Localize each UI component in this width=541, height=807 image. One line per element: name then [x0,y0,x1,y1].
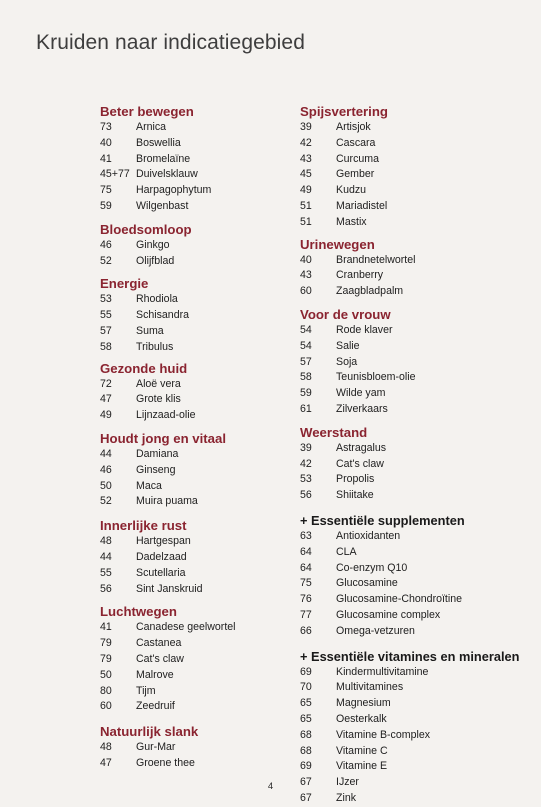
page-reference: 53 [100,293,112,306]
list-item [300,355,535,371]
section-title: + Essentiële vitamines en mineralen [300,648,520,664]
section-gezonde-huid [100,360,290,424]
section-title: Gezonde huid [100,360,188,376]
list-item [300,215,535,231]
item-name: Bromelaïne [136,152,191,165]
page-reference: 47 [100,393,112,406]
item-name: Canadese geelwortel [136,621,236,634]
item-name: Glucosamine-Chondroïtine [336,593,463,606]
page-reference: 45 [300,168,312,181]
item-name: Maca [136,479,162,492]
item-name: Cat's claw [336,457,384,470]
page-reference: 72 [100,377,112,390]
list-item [300,712,535,728]
section-title: Houdt jong en vitaal [100,430,227,446]
list-item [100,392,290,408]
page-reference: 49 [300,184,312,197]
page-reference: 40 [100,136,112,149]
list-item [300,680,535,696]
page-reference: 70 [300,681,312,694]
page-reference: 55 [100,566,112,579]
page-reference: 44 [100,550,112,563]
page-reference: 56 [100,582,112,595]
section-title: Beter bewegen [100,104,194,119]
item-name: Duivelsklauw [136,168,198,181]
item-name: Propolis [336,473,375,486]
page-reference: 48 [100,741,112,754]
item-name: Antioxidanten [336,529,401,542]
page-reference: 69 [300,760,312,773]
list-item [300,323,535,339]
page-reference: 63 [300,529,312,542]
page-reference: 56 [300,489,312,502]
item-name: Zeedruif [136,700,175,713]
list-item [300,791,535,807]
page-reference: 67 [300,776,312,789]
list-item [300,253,535,269]
item-name: Omega-vetzuren [336,624,415,637]
list-item [100,136,290,152]
section-title: Innerlijke rust [100,518,187,534]
item-name: Zink [336,791,357,804]
section-title: Bloedsomloop [100,221,192,237]
page-reference: 52 [100,495,112,508]
item-name: Mariadistel [336,199,388,212]
page-reference: 41 [100,621,112,634]
list-item [300,488,535,504]
list-item [100,183,290,199]
section-title: Urinewegen [300,236,375,252]
list-item [300,339,535,355]
list-item [100,479,290,495]
list-item [300,284,535,300]
page-reference: 49 [100,409,112,422]
item-name: Boswellia [136,136,181,149]
list-item [300,152,535,168]
list-item [100,408,290,424]
list-item [100,377,290,393]
list-item [300,529,535,545]
list-item [300,441,535,457]
section-urinewegen [300,236,535,300]
page-reference: 46 [100,238,112,251]
item-name: Co-enzym Q10 [336,561,408,574]
item-name: Malrove [136,668,174,681]
list-item [300,386,535,402]
list-item [100,199,290,215]
list-item [300,167,535,183]
page-reference: 47 [100,756,112,769]
page-reference: 64 [300,545,312,558]
list-item [100,684,290,700]
page-reference: 52 [100,254,112,267]
item-name: Groene thee [136,756,195,769]
item-name: Multivitamines [336,681,404,694]
section-title: Natuurlijk slank [100,724,199,740]
page-reference: 53 [300,473,312,486]
section-title: Weerstand [300,424,368,440]
section-title: Voor de vrouw [300,306,391,322]
list-item [300,665,535,681]
list-item [300,576,535,592]
item-name: Harpagophytum [136,184,212,197]
page-reference: 60 [100,700,112,713]
item-name: Rode klaver [336,323,393,336]
page-reference: 59 [100,199,112,212]
item-name: Damiana [136,447,179,460]
page-reference: 79 [100,652,112,665]
item-name: Gur-Mar [136,741,176,754]
section-voor-de-vrouw [300,306,535,418]
list-item [300,744,535,760]
page-reference: 60 [300,285,312,298]
page-reference: 65 [300,697,312,710]
page-reference: 64 [300,561,312,574]
item-name: Cranberry [336,269,384,282]
list-item [100,463,290,479]
page-reference: 76 [300,593,312,606]
page-reference: 75 [100,184,112,197]
list-item [100,740,290,756]
page-number: 4 [267,781,274,792]
section-title: Energie [100,276,149,292]
list-item [100,308,290,324]
page-reference: 48 [100,535,112,548]
item-name: Lijnzaad-olie [136,409,196,422]
item-name: Oesterkalk [336,712,387,725]
list-item [300,608,535,624]
section-beter-bewegen [100,103,290,215]
item-name: Shiitake [336,489,374,502]
page-reference: 51 [300,199,312,212]
page-reference: 42 [300,136,312,149]
list-item [300,457,535,473]
list-item [300,545,535,561]
item-name: Olijfblad [136,254,175,267]
section-innerlijke-rust [100,517,290,597]
page-reference: 69 [300,665,312,678]
section-bloedsomloop [100,221,290,270]
list-item [100,152,290,168]
page-reference: 58 [100,340,112,353]
page-reference: 41 [100,152,112,165]
item-name: Vitamine B-complex [336,728,431,741]
page-reference: 66 [300,624,312,637]
page-reference: 51 [300,215,312,228]
item-name: Wilde yam [336,387,386,400]
item-name: Mastix [336,215,367,228]
list-item [100,324,290,340]
item-name: Magnesium [336,697,391,710]
item-name: Ginseng [136,463,176,476]
item-name: IJzer [336,776,359,789]
item-name: CLA [336,545,357,558]
list-item [100,652,290,668]
item-name: Zaagbladpalm [336,285,404,298]
item-name: Cascara [336,136,376,149]
page-reference: 80 [100,684,112,697]
list-item [300,136,535,152]
list-item [300,370,535,386]
page-reference: 50 [100,479,112,492]
list-item [100,447,290,463]
item-name: Arnica [136,121,167,133]
page-title: Kruiden naar indicatiegebied [36,31,305,54]
list-item [100,120,290,136]
item-name: Wilgenbast [136,199,189,212]
page-reference: 43 [300,269,312,282]
list-item [100,167,290,183]
item-name: Kindermultivitamine [336,665,429,678]
page-reference: 79 [100,637,112,650]
item-name: Suma [136,324,164,337]
list-item [300,199,535,215]
list-item [100,238,290,254]
page-reference: 54 [300,323,312,336]
page-reference: 40 [300,253,312,266]
page-reference: 68 [300,728,312,741]
page-reference: 59 [300,387,312,400]
item-name: Astragalus [336,441,387,454]
item-name: Curcuma [336,152,379,165]
list-item [100,756,290,772]
page-reference: 73 [100,121,112,133]
page-reference: 61 [300,402,312,415]
page-reference: 54 [300,339,312,352]
item-name: Vitamine E [336,760,388,773]
list-item [300,561,535,577]
item-name: Grote klis [136,393,181,406]
page-reference: 57 [100,324,112,337]
list-item [100,620,290,636]
list-item [300,472,535,488]
section-energie [100,275,290,355]
item-name: Schisandra [136,309,189,322]
list-item [100,566,290,582]
item-name: Glucosamine [336,577,398,590]
item-name: Scutellaria [136,566,186,579]
item-name: Aloë vera [136,377,181,390]
list-item [100,494,290,510]
list-item [100,340,290,356]
item-name: Tribulus [136,340,174,353]
right-column [300,103,535,807]
list-item [300,183,535,199]
page-reference: 75 [300,577,312,590]
item-name: Teunisbloem-olie [336,371,416,384]
list-item [100,582,290,598]
page-reference: 67 [300,791,312,804]
item-name: Kudzu [336,184,367,197]
page-reference: 58 [300,371,312,384]
left-column [100,103,290,772]
list-item [300,592,535,608]
section-title: + Essentiële supplementen [300,512,465,528]
item-name: Gember [336,168,375,181]
item-name: Artisjok [336,121,371,133]
page-reference: 68 [300,744,312,757]
item-name: Rhodiola [136,293,178,306]
item-name: Hartgespan [136,535,191,548]
list-item [100,254,290,270]
item-name: Soja [336,355,358,368]
list-item [300,696,535,712]
list-item [100,292,290,308]
item-name: Cat's claw [136,652,184,665]
page-reference: 44 [100,447,112,460]
item-name: Tijm [136,684,156,697]
page-reference: 65 [300,712,312,725]
item-name: Brandnetelwortel [336,253,416,266]
section-houdt-jong-en-vitaal [100,430,290,510]
page-reference: 42 [300,457,312,470]
section-essenti-le-supplementen [300,512,535,640]
list-item [100,636,290,652]
list-item [300,624,535,640]
item-name: Muira puama [136,495,198,508]
page-reference: 50 [100,668,112,681]
list-item [100,534,290,550]
page-reference: 39 [300,441,312,454]
section-title: Luchtwegen [100,604,177,620]
page-reference: 39 [300,121,312,133]
section-natuurlijk-slank [100,723,290,772]
section-spijsvertering [300,103,535,231]
list-item [300,268,535,284]
item-name: Castanea [136,637,182,650]
page-reference: 55 [100,309,112,322]
item-name: Sint Janskruid [136,582,203,595]
page-reference: 46 [100,463,112,476]
item-name: Glucosamine complex [336,608,441,621]
list-item [300,402,535,418]
page-reference: 57 [300,355,312,368]
list-item [100,550,290,566]
page-reference: 43 [300,152,312,165]
section-weerstand [300,424,535,504]
list-item [100,668,290,684]
item-name: Vitamine C [336,744,388,757]
item-name: Salie [336,339,360,352]
item-name: Zilverkaars [336,402,388,415]
list-item [300,120,535,136]
list-item [100,699,290,715]
section-title: Spijsvertering [300,104,388,119]
item-name: Dadelzaad [136,550,187,563]
list-item [300,759,535,775]
page-reference: 45+77 [100,168,130,181]
list-item [300,728,535,744]
page-reference: 77 [300,608,312,621]
section-luchtwegen [100,603,290,715]
item-name: Ginkgo [136,238,170,251]
